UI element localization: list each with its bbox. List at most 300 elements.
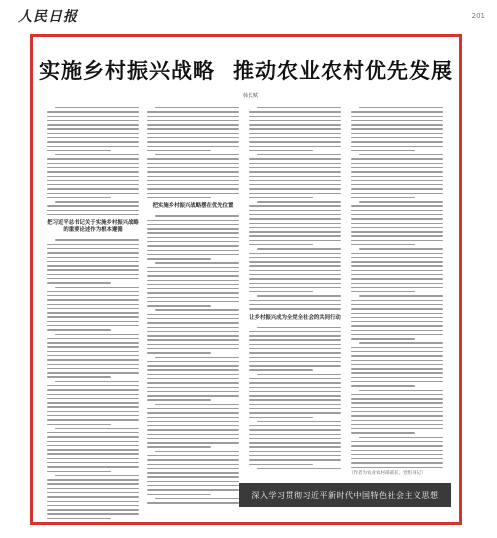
text-line xyxy=(351,338,415,339)
text-line xyxy=(147,271,239,272)
text-line xyxy=(249,184,341,185)
text-line xyxy=(47,389,139,390)
text-line xyxy=(351,158,443,159)
text-line xyxy=(147,280,239,281)
text-line xyxy=(47,411,139,412)
text-line xyxy=(47,188,139,189)
text-line xyxy=(147,374,239,375)
text-line xyxy=(47,120,139,121)
text-line xyxy=(155,215,239,216)
text-line xyxy=(47,402,139,403)
text-line xyxy=(351,377,443,378)
text-line xyxy=(351,278,443,279)
text-line xyxy=(249,141,341,142)
text-line xyxy=(249,150,313,151)
text-line xyxy=(249,240,341,241)
text-line xyxy=(147,193,239,194)
text-line xyxy=(249,451,341,452)
text-line xyxy=(155,451,239,452)
text-line xyxy=(47,180,139,181)
text-line xyxy=(249,124,341,125)
text-line xyxy=(351,364,443,365)
text-line xyxy=(351,458,443,459)
text-line xyxy=(249,429,341,430)
text-line xyxy=(47,299,139,300)
text-line xyxy=(147,232,239,233)
text-line xyxy=(47,483,139,484)
text-line xyxy=(47,269,139,270)
text-line xyxy=(47,329,111,330)
text-line xyxy=(147,361,239,362)
text-line xyxy=(47,308,139,309)
text-line xyxy=(257,107,341,108)
text-line xyxy=(47,150,111,151)
text-line xyxy=(351,381,443,382)
text-line xyxy=(249,133,341,134)
text-line xyxy=(47,342,139,343)
text-line xyxy=(47,513,139,514)
text-line xyxy=(47,346,139,347)
text-line xyxy=(351,227,443,228)
text-line xyxy=(351,167,443,168)
text-line xyxy=(257,374,341,375)
text-line xyxy=(351,274,443,275)
article-headline xyxy=(33,55,459,85)
text-line xyxy=(47,501,139,502)
text-line xyxy=(351,402,443,403)
text-line xyxy=(147,116,239,117)
text-line xyxy=(47,466,139,467)
text-line xyxy=(147,417,239,418)
text-line xyxy=(351,210,443,211)
text-line xyxy=(249,278,341,279)
text-line xyxy=(147,171,239,172)
text-line xyxy=(249,158,341,159)
text-line xyxy=(351,176,443,177)
text-line xyxy=(249,395,341,396)
text-line xyxy=(47,458,139,459)
text-line xyxy=(147,446,211,447)
text-line xyxy=(249,425,341,426)
text-line xyxy=(351,462,443,463)
text-line xyxy=(249,442,341,443)
text-line xyxy=(47,449,139,450)
article-frame xyxy=(30,34,462,525)
text-line xyxy=(147,150,211,151)
text-line xyxy=(249,291,313,292)
text-line xyxy=(47,163,139,164)
text-line xyxy=(147,502,239,503)
text-line xyxy=(351,411,443,412)
text-line xyxy=(351,270,443,271)
text-line xyxy=(351,128,443,129)
page-number: 201 xyxy=(471,12,485,20)
text-line xyxy=(147,489,239,490)
text-line xyxy=(257,248,341,249)
text-line xyxy=(249,218,341,219)
text-line xyxy=(249,304,341,305)
text-line xyxy=(147,335,239,336)
text-line xyxy=(249,231,341,232)
text-line xyxy=(249,438,341,439)
text-line xyxy=(249,163,341,164)
text-line xyxy=(351,321,443,322)
text-line xyxy=(249,464,313,465)
text-line xyxy=(351,351,443,352)
text-line xyxy=(147,176,239,177)
text-line xyxy=(249,244,313,245)
text-line xyxy=(359,107,443,108)
text-line xyxy=(249,205,341,206)
author-footnote: （作者为农业农村部部长、党组书记） xyxy=(349,471,426,476)
text-line xyxy=(351,133,443,134)
text-line xyxy=(351,372,443,373)
text-line xyxy=(47,312,139,313)
text-line xyxy=(55,381,139,382)
text-line xyxy=(147,395,239,396)
text-line xyxy=(147,459,239,460)
text-line xyxy=(351,137,443,138)
text-line xyxy=(249,369,313,370)
text-line xyxy=(249,214,341,215)
text-line xyxy=(155,309,239,310)
text-line xyxy=(351,235,443,236)
text-line xyxy=(351,111,443,112)
text-line xyxy=(47,385,139,386)
text-line xyxy=(47,364,139,365)
text-line xyxy=(351,394,443,395)
text-line xyxy=(47,252,139,253)
text-line xyxy=(47,376,111,377)
text-line xyxy=(249,344,341,345)
text-line xyxy=(47,184,139,185)
text-line xyxy=(147,275,239,276)
text-line xyxy=(47,355,139,356)
text-line xyxy=(47,432,139,433)
text-line xyxy=(351,398,443,399)
text-line xyxy=(257,468,341,469)
text-line xyxy=(249,361,341,362)
text-line xyxy=(147,284,239,285)
text-line xyxy=(47,479,139,480)
text-line xyxy=(249,399,341,400)
text-line xyxy=(351,313,443,314)
text-line xyxy=(359,342,443,343)
text-line xyxy=(257,421,341,422)
text-line xyxy=(249,253,341,254)
text-line xyxy=(249,193,341,194)
text-line xyxy=(249,283,341,284)
text-line xyxy=(249,227,341,228)
text-line xyxy=(147,352,211,353)
masthead-logo: 人民日报 xyxy=(18,9,78,25)
text-line xyxy=(147,128,239,129)
text-line xyxy=(249,180,341,181)
text-line xyxy=(147,365,239,366)
text-line xyxy=(351,304,443,305)
text-line xyxy=(147,485,239,486)
text-line xyxy=(249,387,341,388)
text-line xyxy=(351,231,443,232)
text-line xyxy=(47,116,139,117)
text-line xyxy=(249,434,341,435)
text-line xyxy=(249,171,341,172)
text-line xyxy=(249,223,341,224)
text-line xyxy=(351,244,415,245)
text-line xyxy=(351,240,443,241)
text-line xyxy=(249,146,341,147)
text-line xyxy=(147,163,239,164)
text-line xyxy=(47,291,139,292)
text-line xyxy=(351,355,443,356)
text-line xyxy=(249,274,341,275)
text-line xyxy=(47,492,139,493)
text-line xyxy=(249,308,341,309)
text-line xyxy=(147,301,239,302)
text-line xyxy=(147,197,211,198)
text-line xyxy=(47,282,111,283)
text-line xyxy=(47,518,111,519)
text-line xyxy=(351,188,443,189)
text-line xyxy=(47,325,139,326)
text-line xyxy=(47,368,139,369)
text-column-3 xyxy=(249,107,341,472)
text-line xyxy=(249,459,341,460)
text-line xyxy=(155,498,239,499)
text-line xyxy=(47,295,139,296)
text-line xyxy=(249,391,341,392)
text-line xyxy=(351,308,443,309)
text-line xyxy=(351,218,443,219)
text-line xyxy=(249,331,341,332)
text-line xyxy=(351,420,443,421)
text-line xyxy=(249,270,341,271)
text-line xyxy=(359,154,443,155)
text-line xyxy=(147,481,239,482)
text-line xyxy=(147,339,239,340)
text-line xyxy=(257,295,341,296)
text-line xyxy=(147,464,239,465)
text-line xyxy=(47,141,139,142)
text-line xyxy=(351,150,415,151)
text-line xyxy=(47,445,139,446)
text-line xyxy=(147,421,239,422)
text-line xyxy=(351,116,443,117)
text-line xyxy=(147,344,239,345)
text-line xyxy=(351,317,443,318)
text-line xyxy=(147,241,239,242)
text-line xyxy=(147,120,239,121)
text-line xyxy=(47,415,139,416)
text-line xyxy=(351,163,443,164)
text-line xyxy=(47,278,139,279)
text-line xyxy=(147,408,239,409)
text-line xyxy=(47,146,139,147)
text-line xyxy=(249,111,341,112)
text-line xyxy=(147,224,239,225)
text-line xyxy=(351,407,443,408)
text-line xyxy=(351,432,415,433)
text-line xyxy=(351,454,443,455)
text-line xyxy=(249,404,341,405)
text-line xyxy=(47,167,139,168)
text-line xyxy=(351,265,443,266)
text-line xyxy=(351,283,443,284)
section-subhead: 让乡村振兴成为全党全社会的共同行动 xyxy=(249,314,341,321)
text-line xyxy=(47,436,139,437)
text-line xyxy=(147,245,239,246)
text-line xyxy=(351,253,443,254)
text-line xyxy=(249,261,341,262)
text-line xyxy=(351,300,443,301)
text-line xyxy=(147,318,239,319)
text-line xyxy=(47,471,111,472)
text-line xyxy=(147,111,239,112)
text-line xyxy=(351,141,443,142)
text-line xyxy=(147,455,239,456)
text-line xyxy=(47,158,139,159)
text-line xyxy=(147,391,239,392)
text-line xyxy=(351,214,443,215)
text-line xyxy=(249,382,341,383)
text-line xyxy=(249,257,341,258)
text-line xyxy=(351,334,443,335)
text-line xyxy=(359,437,443,438)
text-line xyxy=(147,250,239,251)
text-line xyxy=(155,357,239,358)
text-column-2 xyxy=(147,107,239,506)
text-line xyxy=(55,475,139,476)
text-line xyxy=(249,210,341,211)
text-line xyxy=(47,505,139,506)
text-line xyxy=(351,197,415,198)
text-line xyxy=(147,141,239,142)
text-line xyxy=(249,265,341,266)
text-line xyxy=(249,339,341,340)
text-line xyxy=(147,331,239,332)
text-line xyxy=(47,424,111,425)
text-line xyxy=(351,325,443,326)
text-line xyxy=(351,445,443,446)
text-line xyxy=(47,124,139,125)
text-line xyxy=(351,223,443,224)
text-line xyxy=(351,360,443,361)
text-line xyxy=(47,462,139,463)
text-line xyxy=(47,406,139,407)
text-line xyxy=(147,494,211,495)
text-line xyxy=(147,180,239,181)
text-line xyxy=(47,419,139,420)
text-line xyxy=(155,107,239,108)
text-line xyxy=(147,297,239,298)
author-name: 韩长赋 xyxy=(243,93,259,99)
text-line xyxy=(351,184,443,185)
text-line xyxy=(249,137,341,138)
text-line xyxy=(249,300,341,301)
text-line xyxy=(249,128,341,129)
text-line xyxy=(249,287,341,288)
text-line xyxy=(147,305,211,306)
text-line xyxy=(351,368,443,369)
text-line xyxy=(249,446,341,447)
text-line xyxy=(147,438,239,439)
text-line xyxy=(147,434,239,435)
text-line xyxy=(147,442,239,443)
text-line xyxy=(147,124,239,125)
text-line xyxy=(147,288,239,289)
text-line xyxy=(155,262,239,263)
text-line xyxy=(249,176,341,177)
text-line xyxy=(249,455,341,456)
text-line xyxy=(257,327,341,328)
text-line xyxy=(55,201,139,202)
text-line xyxy=(47,453,139,454)
section-subhead: 把习近平总书记关于实施乡村振兴战略的重要论述作为根本遵循 xyxy=(47,220,139,234)
text-line xyxy=(47,176,139,177)
text-line xyxy=(249,167,341,168)
text-line xyxy=(47,205,139,206)
text-line xyxy=(47,261,139,262)
text-line xyxy=(147,133,239,134)
text-line xyxy=(249,120,341,121)
text-line xyxy=(249,188,341,189)
text-line xyxy=(351,441,443,442)
text-line xyxy=(147,137,239,138)
text-line xyxy=(47,133,139,134)
text-line xyxy=(47,321,139,322)
text-line xyxy=(47,248,139,249)
text-line xyxy=(55,334,139,335)
text-line xyxy=(47,509,139,510)
text-line xyxy=(155,404,239,405)
text-line xyxy=(147,267,239,268)
text-line xyxy=(47,274,139,275)
text-line xyxy=(147,412,239,413)
text-line xyxy=(147,425,239,426)
text-line xyxy=(47,304,139,305)
headline-part-1: 实施乡村振兴战略 xyxy=(39,58,215,83)
text-line xyxy=(147,476,239,477)
text-line xyxy=(351,330,443,331)
text-line xyxy=(47,210,139,211)
text-line xyxy=(47,398,139,399)
text-line xyxy=(359,295,443,296)
text-line xyxy=(47,316,139,317)
text-line xyxy=(147,399,211,400)
text-line xyxy=(47,171,139,172)
text-line xyxy=(249,235,341,236)
text-line xyxy=(47,244,139,245)
text-line xyxy=(351,180,443,181)
text-line xyxy=(147,146,239,147)
text-line xyxy=(351,347,443,348)
text-line xyxy=(47,372,139,373)
text-line xyxy=(359,390,443,391)
text-line xyxy=(147,387,239,388)
text-line xyxy=(47,128,139,129)
text-line xyxy=(249,335,341,336)
text-line xyxy=(351,261,443,262)
text-line xyxy=(257,201,341,202)
text-line xyxy=(147,184,239,185)
text-line xyxy=(351,205,443,206)
text-line xyxy=(351,428,443,429)
text-line xyxy=(351,424,443,425)
text-line xyxy=(55,107,139,108)
text-line xyxy=(351,467,443,468)
text-line xyxy=(249,417,313,418)
text-line xyxy=(359,201,443,202)
